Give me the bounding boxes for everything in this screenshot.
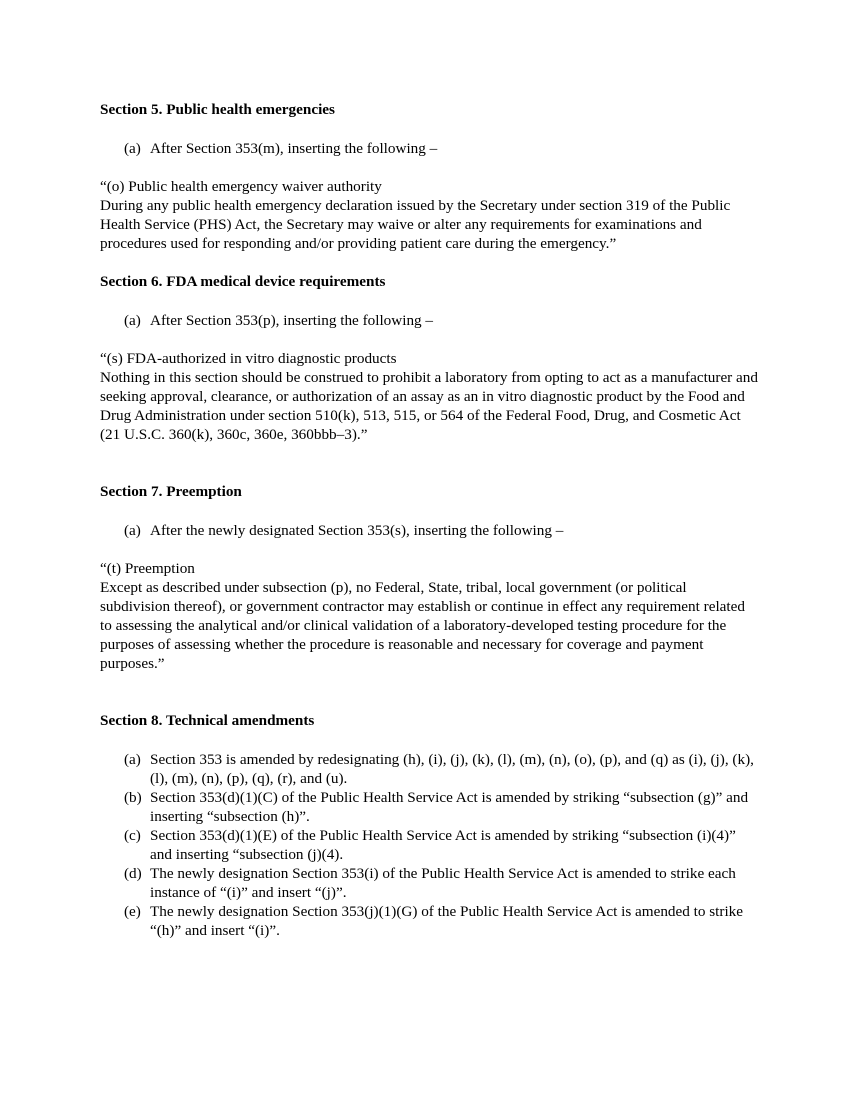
- list-item: [100, 826, 760, 864]
- section-8-amendments-list: [100, 750, 760, 940]
- section-6-subhead: “(s) FDA-authorized in vitro diagnostic products: [100, 350, 397, 367]
- section-7-subhead: “(t) Preemption: [100, 560, 195, 577]
- list-item: [100, 864, 760, 902]
- list-item-text: The newly designation Section 353(i) of the Public Health Service Act is amended to strike each instance of “(i)” and insert “(j)”.: [150, 865, 736, 901]
- list-item: [100, 788, 760, 826]
- list-item: [100, 902, 760, 940]
- list-item-text: Section 353(d)(1)(E) of the Public Health Service Act is amended by striking “subsection (i)(4)” and inserting “subsection (j)(4).: [150, 827, 736, 863]
- section-8-heading: Section 8. Technical amendments: [100, 712, 315, 729]
- section-7-intro-text: After the newly designated Section 353(s), inserting the following –: [150, 522, 564, 539]
- list-item-label: (d): [124, 865, 142, 882]
- list-item-label: (c): [124, 827, 141, 844]
- section-5-subhead: “(o) Public health emergency waiver authority: [100, 178, 382, 195]
- section-7-body: Except as described under subsection (p), no Federal, State, tribal, local government (or political subdivision thereof), or government contractor may establish or continue in effect any requirement related to assessing the analytical and/or clinical validation of a laboratory-developed testing procedure for the purposes of assessing whether the procedure is reasonable and necessary for coverage and payment purposes.”: [100, 579, 745, 672]
- list-item: [100, 750, 760, 788]
- section-6-intro-text: After Section 353(p), inserting the following –: [150, 312, 434, 329]
- list-item-text: Section 353(d)(1)(C) of the Public Health Service Act is amended by striking “subsection (g)” and inserting “subsection (h)”.: [150, 789, 749, 825]
- section-6-intro: [100, 311, 760, 330]
- list-item-label: (e): [124, 903, 141, 920]
- section-7-intro: [100, 521, 760, 540]
- section-7-heading: Section 7. Preemption: [100, 483, 242, 500]
- section-7-intro-label: (a): [124, 522, 141, 539]
- section-5-heading: Section 5. Public health emergencies: [100, 101, 335, 118]
- section-6-body: Nothing in this section should be construed to prohibit a laboratory from opting to act as a manufacturer and seeking approval, clearance, or authorization of an assay as an in vitro diagnostic product by the Food and Drug Administration under section 510(k), 513, 515, or 564 of the Federal Food, Drug, and Cosmetic Act (21 U.S.C. 360(k), 360c, 360e, 360bbb–3).”: [100, 369, 758, 443]
- list-item-text: Section 353 is amended by redesignating (h), (i), (j), (k), (l), (m), (n), (o), (p), and (q) as (i), (j), (k), (l), (m), (n), (p), (q), (r), and (u).: [150, 751, 754, 787]
- section-5-intro-text: After Section 353(m), inserting the following –: [150, 140, 438, 157]
- section-5-body: During any public health emergency declaration issued by the Secretary under section 319 of the Public Health Service (PHS) Act, the Secretary may waive or alter any requirements for examinations and procedures used for responding and/or providing patient care during the emergency.”: [100, 197, 731, 252]
- list-item-label: (b): [124, 789, 142, 806]
- section-5-intro-label: (a): [124, 140, 141, 157]
- section-5-intro: [100, 139, 760, 158]
- section-6-heading: Section 6. FDA medical device requirements: [100, 273, 386, 290]
- list-item-text: The newly designation Section 353(j)(1)(G) of the Public Health Service Act is amended to strike “(h)” and insert “(i)”.: [150, 903, 744, 939]
- section-6-intro-label: (a): [124, 312, 141, 329]
- list-item-label: (a): [124, 751, 141, 768]
